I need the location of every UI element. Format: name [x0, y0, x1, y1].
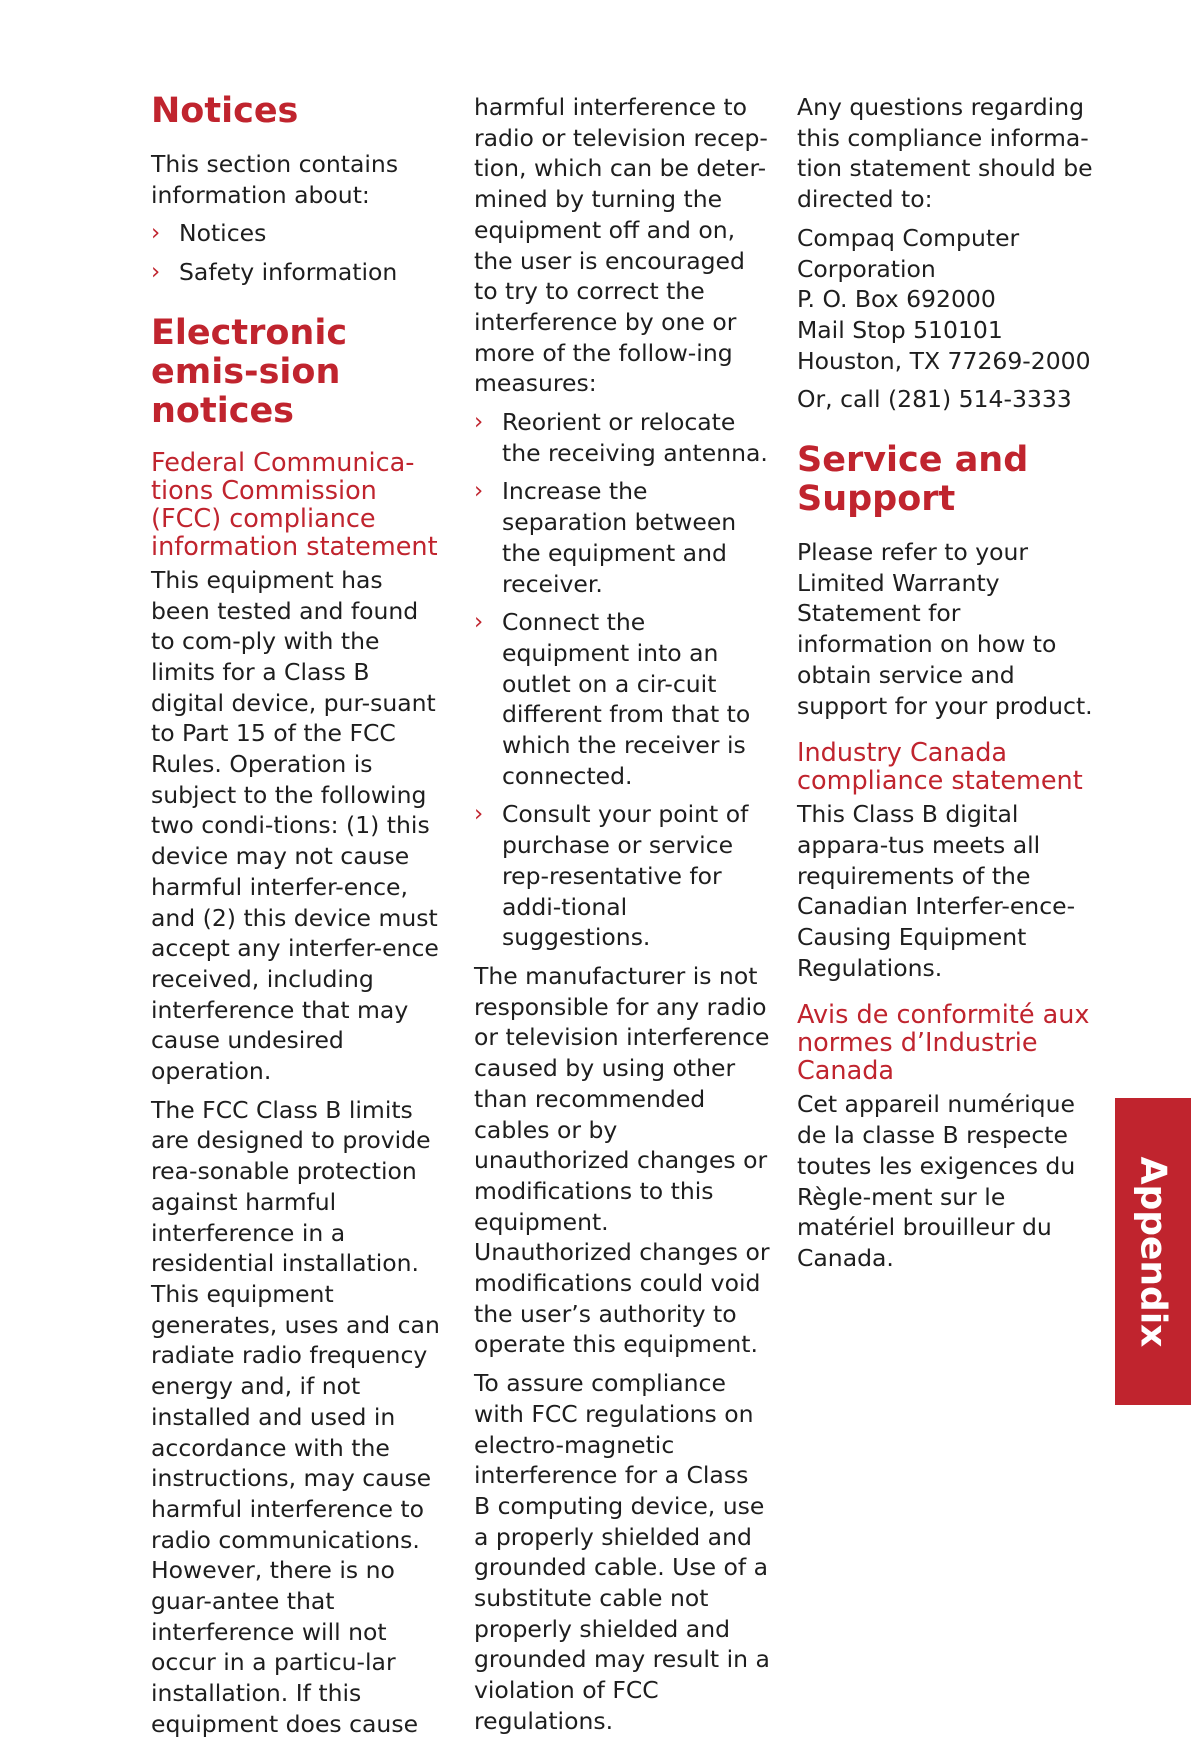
- electronic-emission-heading: Electronic emis-sion notices: [151, 312, 348, 431]
- list-item: › Connect the equipment into an outlet on a cir-cuit different from that to which the receiver is connected.: [474, 608, 751, 790]
- assure-compliance-paragraph: To assure compliance with FCC regulations on electro-magnetic interference for a Class B computing device, use a properly shielded and grounded cable. Use of a substitute cable not properly shielded and grounded may result in a violation of FCC regulations.: [474, 1369, 770, 1735]
- questions-paragraph: Any questions regarding this compliance informa-tion statement should be directed to:: [797, 93, 1093, 214]
- list-item: › Safety information: [151, 258, 398, 287]
- avis-paragraph: Cet appareil numérique de la classe B respecte toutes les exigences du Règle-ment sur le matériel brouilleur du Canada.: [797, 1090, 1076, 1272]
- contact-address: [797, 223, 1093, 377]
- chevron-right-icon: ›: [474, 801, 484, 828]
- service-support-heading: Service and Support: [797, 440, 1029, 520]
- list-item: › Notices: [151, 219, 267, 248]
- chevron-right-icon: ›: [151, 220, 161, 247]
- list-item: › Increase the separation between the equipment and receiver.: [474, 477, 737, 598]
- chevron-right-icon: ›: [151, 259, 161, 286]
- measures-list: [474, 407, 770, 953]
- fcc-paragraph-1: This equipment has been tested and found to com-ply with the limits for a Class B digital device, pur-suant to Part 15 of the FCC Rules. Operation is subject to the following two condi-tions: (1) this device may not cause harmful interfer-ence, and (2) this device must accept any interfer-ence received, including interference that may cause undesired operation.: [151, 565, 439, 1086]
- address-line: Mail Stop 510101: [797, 315, 1003, 344]
- address-line: Compaq Computer Corporation: [797, 223, 1020, 283]
- column-3: [797, 92, 1093, 1282]
- fcc-paragraph-continued: harmful interference to radio or television recep-tion, which can be deter-mined by turning the equipment off and on, the user is encouraged to try to correct the interference by one or more of the follow-ing measures:: [474, 93, 768, 398]
- avis-heading: Avis de conformité aux normes d’Industrie Canada: [797, 1000, 1090, 1087]
- industry-canada-heading: Industry Canada compliance statement: [797, 738, 1083, 797]
- industry-canada-paragraph: This Class B digital appara-tus meets all requirements of the Canadian Interfer-ence-Causing Equipment Regulations.: [797, 800, 1076, 982]
- address-line: P. O. Box 692000: [797, 285, 996, 314]
- section-intro: This section contains information about:: [151, 150, 399, 209]
- fcc-heading: Federal Communica-tions Commission (FCC) compliance information statement: [151, 447, 438, 562]
- appendix-tab: [1115, 1098, 1191, 1405]
- phone-line: Or, call (281) 514-3333: [797, 385, 1072, 414]
- column-1: [151, 92, 441, 1748]
- chevron-right-icon: ›: [474, 478, 484, 505]
- list-item: › Reorient or relocate the receiving antenna.: [474, 408, 768, 467]
- appendix-tab-label: Appendix: [1132, 1156, 1174, 1347]
- fcc-paragraph-2: The FCC Class B limits are designed to provide rea-sonable protection against harmful interference in a residential installation. This equipment generates, uses and can radiate radio frequency energy and, if not installed and used in accordance with the instructions, may cause harmful interference to radio communications. However, there is no guar-antee that interference will not occur in a particu-lar installation. If this equipment does cause: [151, 1095, 440, 1738]
- address-line: Houston, TX 77269-2000: [797, 346, 1091, 375]
- service-paragraph: Please refer to your Limited Warranty Statement for information on how to obtain service and support for your product.: [797, 538, 1093, 720]
- chevron-right-icon: ›: [474, 609, 484, 636]
- column-2: [474, 92, 770, 1745]
- manufacturer-paragraph: The manufacturer is not responsible for any radio or television interference caused by using other than recommended cables or by unauthorized changes or modifications to this equipment. Unauthorized changes or modifications could void the user’s authority to operate this equipment.: [474, 961, 770, 1359]
- chevron-right-icon: ›: [474, 409, 484, 436]
- notices-heading: Notices: [151, 91, 299, 131]
- section-topic-list: [151, 218, 441, 287]
- list-item: › Consult your point of purchase or service rep-resentative for addi-tional suggestions.: [474, 800, 749, 952]
